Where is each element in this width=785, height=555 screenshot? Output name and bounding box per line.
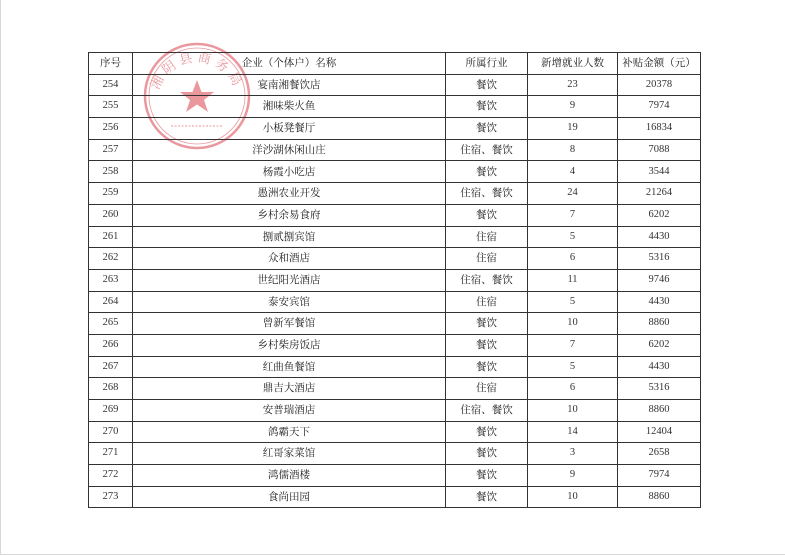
cell-name: 洋沙湖休闲山庄 (133, 139, 446, 161)
table-row (89, 291, 701, 313)
cell-industry: 餐饮 (446, 443, 528, 465)
header-amount: 补贴金额（元） (618, 53, 701, 75)
cell-name: 红哥家菜馆 (133, 443, 446, 465)
cell-amount: 21264 (618, 183, 701, 205)
cell-name: 泰安宾馆 (133, 291, 446, 313)
cell-employees: 5 (528, 226, 618, 248)
cell-seq: 257 (89, 139, 133, 161)
table-row (89, 378, 701, 400)
cell-name: 曾新军餐馆 (133, 313, 446, 335)
table-row (89, 204, 701, 226)
header-name: 企业（个体户）名称 (133, 53, 446, 75)
cell-industry: 餐饮 (446, 204, 528, 226)
cell-amount: 4430 (618, 291, 701, 313)
table-row (89, 74, 701, 96)
cell-name: 鸿儒酒楼 (133, 465, 446, 487)
table-row (89, 400, 701, 422)
cell-name: 小板凳餐厅 (133, 118, 446, 140)
cell-amount: 9746 (618, 269, 701, 291)
cell-industry: 住宿 (446, 226, 528, 248)
cell-seq: 254 (89, 74, 133, 96)
cell-amount: 5316 (618, 248, 701, 270)
cell-amount: 12404 (618, 421, 701, 443)
cell-amount: 7088 (618, 139, 701, 161)
cell-name: 鸽霸天下 (133, 421, 446, 443)
cell-amount: 6202 (618, 334, 701, 356)
table-row (89, 139, 701, 161)
cell-seq: 271 (89, 443, 133, 465)
cell-industry: 餐饮 (446, 356, 528, 378)
cell-name: 众和酒店 (133, 248, 446, 270)
cell-amount: 4430 (618, 356, 701, 378)
cell-employees: 14 (528, 421, 618, 443)
cell-employees: 5 (528, 356, 618, 378)
cell-employees: 10 (528, 313, 618, 335)
cell-name: 愚洲农业开发 (133, 183, 446, 205)
header-employees: 新增就业人数 (528, 53, 618, 75)
table-header-row (89, 53, 701, 75)
cell-industry: 餐饮 (446, 96, 528, 118)
cell-employees: 6 (528, 248, 618, 270)
cell-industry: 餐饮 (446, 334, 528, 356)
cell-amount: 2658 (618, 443, 701, 465)
cell-industry: 住宿 (446, 248, 528, 270)
cell-employees: 7 (528, 334, 618, 356)
cell-amount: 6202 (618, 204, 701, 226)
cell-seq: 273 (89, 486, 133, 508)
cell-amount: 7974 (618, 96, 701, 118)
cell-employees: 3 (528, 443, 618, 465)
cell-amount: 16834 (618, 118, 701, 140)
cell-industry: 餐饮 (446, 465, 528, 487)
cell-employees: 9 (528, 465, 618, 487)
cell-name: 乡村柴房饭店 (133, 334, 446, 356)
cell-employees: 11 (528, 269, 618, 291)
table-row (89, 183, 701, 205)
cell-employees: 6 (528, 378, 618, 400)
cell-name: 乡村余易食府 (133, 204, 446, 226)
cell-seq: 261 (89, 226, 133, 248)
table-row (89, 118, 701, 140)
cell-employees: 10 (528, 486, 618, 508)
table-row (89, 96, 701, 118)
cell-amount: 20378 (618, 74, 701, 96)
cell-industry: 住宿、餐饮 (446, 183, 528, 205)
table-row (89, 443, 701, 465)
cell-seq: 263 (89, 269, 133, 291)
cell-name: 食尚田园 (133, 486, 446, 508)
cell-industry: 住宿、餐饮 (446, 269, 528, 291)
cell-name: 宴南湘餐饮店 (133, 74, 446, 96)
table-row (89, 269, 701, 291)
cell-industry: 餐饮 (446, 486, 528, 508)
cell-amount: 8860 (618, 313, 701, 335)
cell-amount: 7974 (618, 465, 701, 487)
cell-employees: 23 (528, 74, 618, 96)
cell-name: 捌贰捌宾馆 (133, 226, 446, 248)
cell-industry: 餐饮 (446, 313, 528, 335)
table-row (89, 226, 701, 248)
table-row (89, 313, 701, 335)
cell-seq: 259 (89, 183, 133, 205)
cell-seq: 264 (89, 291, 133, 313)
cell-industry: 住宿 (446, 291, 528, 313)
cell-industry: 住宿、餐饮 (446, 400, 528, 422)
cell-employees: 9 (528, 96, 618, 118)
table-row (89, 334, 701, 356)
cell-amount: 3544 (618, 161, 701, 183)
cell-employees: 5 (528, 291, 618, 313)
subsidy-table (88, 52, 701, 508)
table-row (89, 356, 701, 378)
cell-seq: 255 (89, 96, 133, 118)
cell-employees: 10 (528, 400, 618, 422)
cell-amount: 5316 (618, 378, 701, 400)
cell-industry: 餐饮 (446, 161, 528, 183)
table-row (89, 486, 701, 508)
cell-seq: 270 (89, 421, 133, 443)
cell-name: 安普瑞酒店 (133, 400, 446, 422)
cell-industry: 餐饮 (446, 118, 528, 140)
cell-employees: 19 (528, 118, 618, 140)
cell-employees: 7 (528, 204, 618, 226)
table-body (89, 74, 701, 508)
table-row (89, 248, 701, 270)
cell-employees: 24 (528, 183, 618, 205)
table-row (89, 421, 701, 443)
cell-seq: 267 (89, 356, 133, 378)
cell-name: 杨霞小吃店 (133, 161, 446, 183)
table-row (89, 161, 701, 183)
cell-name: 世纪阳光酒店 (133, 269, 446, 291)
cell-industry: 住宿、餐饮 (446, 139, 528, 161)
cell-seq: 256 (89, 118, 133, 140)
cell-industry: 餐饮 (446, 421, 528, 443)
cell-amount: 8860 (618, 400, 701, 422)
cell-seq: 272 (89, 465, 133, 487)
header-seq: 序号 (89, 53, 133, 75)
cell-seq: 262 (89, 248, 133, 270)
cell-amount: 4430 (618, 226, 701, 248)
cell-seq: 266 (89, 334, 133, 356)
cell-employees: 8 (528, 139, 618, 161)
cell-seq: 260 (89, 204, 133, 226)
header-industry: 所属行业 (446, 53, 528, 75)
svg-text:湘阴县商务局: 湘阴县商务局 (148, 50, 246, 93)
cell-seq: 258 (89, 161, 133, 183)
table-row (89, 465, 701, 487)
cell-seq: 269 (89, 400, 133, 422)
cell-name: 鼎吉大酒店 (133, 378, 446, 400)
cell-seq: 265 (89, 313, 133, 335)
cell-seq: 268 (89, 378, 133, 400)
cell-name: 湘味柴火鱼 (133, 96, 446, 118)
cell-employees: 4 (528, 161, 618, 183)
cell-industry: 住宿 (446, 378, 528, 400)
cell-amount: 8860 (618, 486, 701, 508)
cell-industry: 餐饮 (446, 74, 528, 96)
cell-name: 红曲鱼餐馆 (133, 356, 446, 378)
